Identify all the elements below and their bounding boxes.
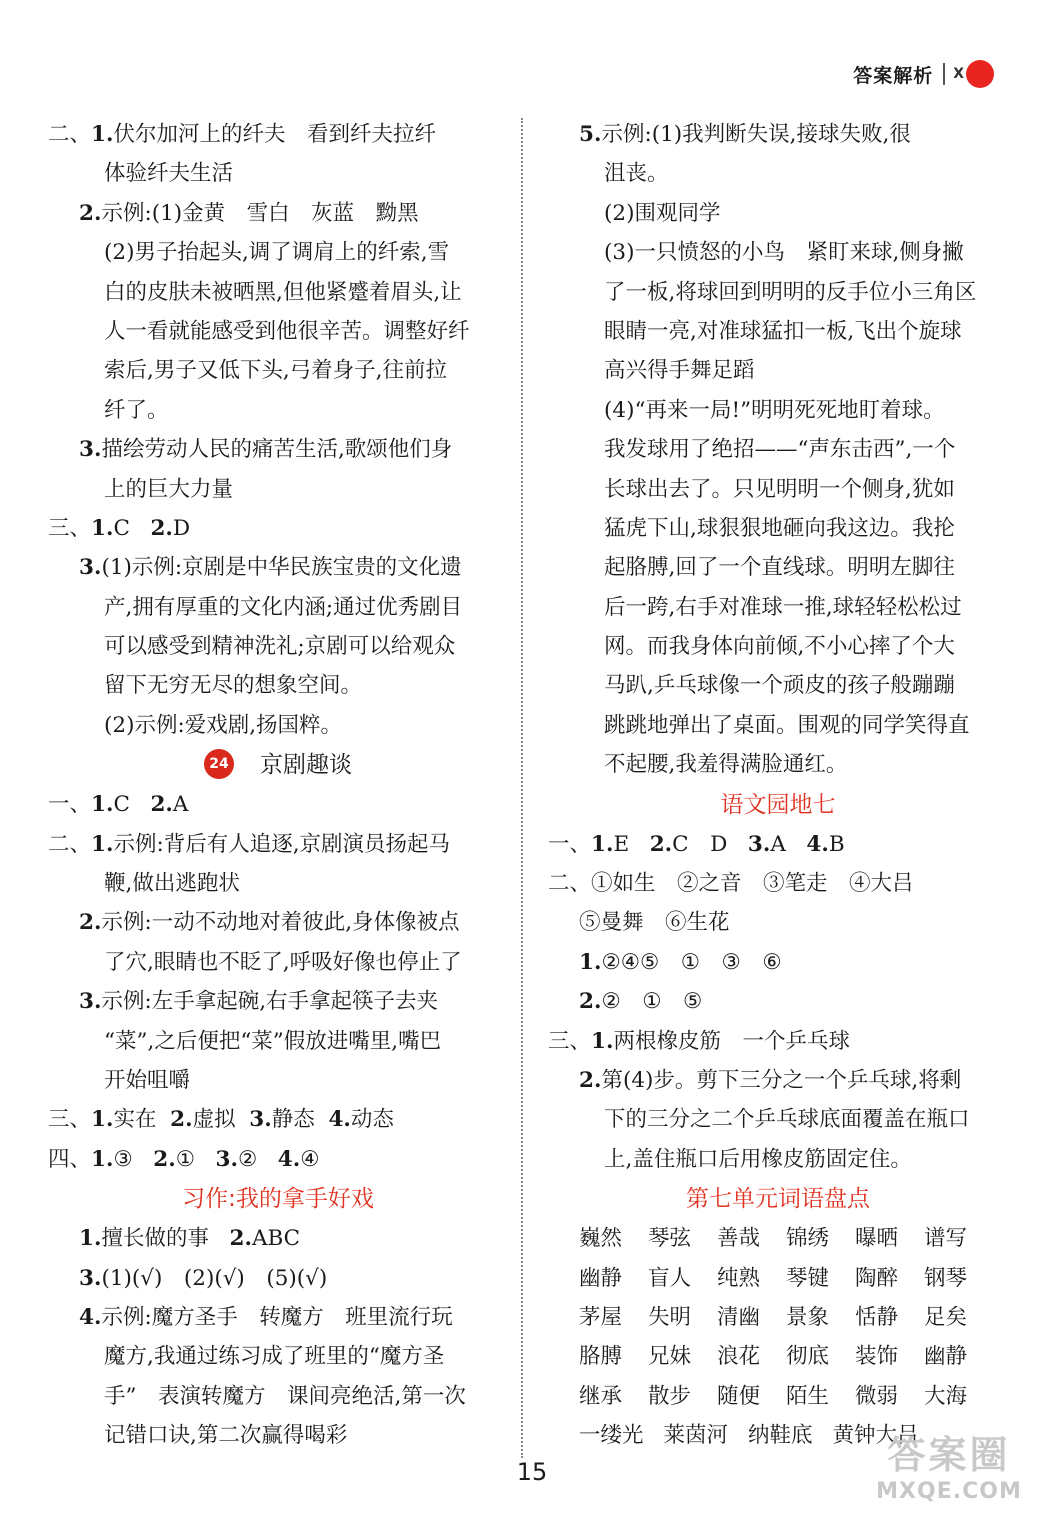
vocab-word: 谱写 xyxy=(924,1226,968,1252)
vocab-word: 随便 xyxy=(717,1383,761,1409)
vocab-word: 散步 xyxy=(648,1383,692,1409)
lesson-title: 24 京剧趣谈 xyxy=(48,745,508,785)
answer-line: 索后,男子又低下头,弓着身子,往前拉 xyxy=(104,358,448,384)
vocab-word: 莱茵河 xyxy=(663,1423,729,1449)
vocab-word: 继承 xyxy=(579,1383,623,1409)
answer-line: 一、1.E 2.C D 3.A 4.B xyxy=(548,831,845,857)
answer-line: 高兴得手舞足蹈 xyxy=(604,358,755,384)
answer-line: 2.② ① ⑤ xyxy=(579,989,703,1015)
answer-line: 了一板,将球回到明明的反手位小三角区 xyxy=(604,279,977,305)
answer-line: 不起腰,我羞得满脸通红。 xyxy=(604,752,848,778)
vocab-word: 巍然 xyxy=(579,1226,623,1252)
vocab-word: 恬静 xyxy=(855,1304,899,1330)
answer-line: 鞭,做出逃跑状 xyxy=(104,871,240,897)
answer-line: 三、1.C 2.D xyxy=(48,515,191,541)
vocab-word: 彻底 xyxy=(786,1344,830,1370)
answer-line: 猛虎下山,球狠狠地砸向我这边。我抡 xyxy=(604,515,955,541)
vocab-word: 纯熟 xyxy=(717,1265,761,1291)
answer-line: (4)“再来一局!”明明死死地盯着球。 xyxy=(604,397,945,423)
page-header xyxy=(853,60,994,88)
vocab-word: 清幽 xyxy=(717,1304,761,1330)
answer-line: 2.第(4)步。剪下三分之一个乒乓球,将剩 xyxy=(579,1067,962,1093)
column-divider xyxy=(521,118,523,1458)
answer-line: 马趴,乒乓球像一个顽皮的孩子般蹦蹦 xyxy=(604,673,955,699)
vocab-word: 陶醉 xyxy=(855,1265,899,1291)
answer-line: 沮丧。 xyxy=(604,161,669,187)
vocab-word: 琴弦 xyxy=(648,1226,692,1252)
vocab-word: 曝晒 xyxy=(855,1226,899,1252)
section-title: 第七单元词语盘点 xyxy=(686,1186,870,1213)
answer-line: 二、1.伏尔加河上的纤夫 看到纤夫拉纤 xyxy=(48,122,436,147)
vocab-word: 陌生 xyxy=(786,1383,830,1409)
vocab-word: 大海 xyxy=(924,1383,968,1409)
answer-line: 我发球用了绝招——“声东击西”,一个 xyxy=(604,437,956,463)
answer-line: 3.示例:左手拿起碗,右手拿起筷子去夹 xyxy=(79,989,439,1015)
lesson-number-badge: 24 xyxy=(204,749,234,779)
answer-line: 5.示例:(1)我判断失误,接球失败,很 xyxy=(579,122,911,147)
vocab-word: 兄妹 xyxy=(648,1344,692,1370)
answer-line: 可以感受到精神洗礼;京剧可以给观众 xyxy=(104,634,456,660)
vocab-word: 纳鞋底 xyxy=(748,1423,813,1449)
vocabulary-grid xyxy=(548,1219,1008,1416)
vocab-word: 失明 xyxy=(648,1304,692,1330)
section-title: 语文园地七 xyxy=(720,791,836,818)
answer-line: 下的三分之二个乒乓球底面覆盖在瓶口 xyxy=(604,1107,970,1133)
answer-line: 跳跳地弹出了桌面。围观的同学笑得直 xyxy=(604,712,970,738)
vocab-word: 浪花 xyxy=(717,1344,761,1370)
answer-line: (3)一只愤怒的小鸟 紧盯来球,侧身撇 xyxy=(604,240,964,266)
answer-line: 记错口诀,第二次赢得喝彩 xyxy=(104,1423,348,1449)
answer-line: 1.擅长做的事 2.ABC xyxy=(79,1226,301,1252)
answer-line: (2)男子抬起头,调了调肩上的纤索,雪 xyxy=(104,240,450,266)
answer-line: 魔方,我通过练习成了班里的“魔方圣 xyxy=(104,1344,445,1370)
left-column xyxy=(48,115,508,1456)
vocab-word: 一缕光 xyxy=(579,1423,644,1449)
answer-line: 开始咀嚼 xyxy=(104,1067,191,1093)
answer-line: 眼睛一亮,对准球猛扣一板,飞出个旋球 xyxy=(604,318,962,344)
vocab-word: 装饰 xyxy=(855,1344,899,1370)
answer-line: 3.(1)(√) (2)(√) (5)(√) xyxy=(79,1265,328,1291)
vocab-word: 景象 xyxy=(786,1304,830,1330)
answer-line: 长球出去了。只见明明一个侧身,犹如 xyxy=(604,476,955,502)
header-title: 答案解析 xyxy=(853,64,934,87)
vocab-word: 善哉 xyxy=(717,1226,761,1252)
answer-line: (2)示例:爱戏剧,扬国粹。 xyxy=(104,712,343,738)
answer-line: 上的巨大力量 xyxy=(104,476,234,502)
watermark-line1: 答案圈 xyxy=(887,1433,1011,1477)
vocab-word: 胳膊 xyxy=(579,1344,623,1370)
answer-line: 2.示例:(1)金黄 雪白 灰蓝 黝黑 xyxy=(79,200,419,226)
answer-line: 四、1.③ 2.① 3.② 4.④ xyxy=(48,1146,320,1172)
answer-line: 一、1.C 2.A xyxy=(48,792,189,818)
answer-line: 三、1.两根橡皮筋 一个乒乓球 xyxy=(548,1028,850,1054)
answer-line: (2)围观同学 xyxy=(604,200,721,226)
header-mark: X xyxy=(953,66,964,82)
red-dot-icon xyxy=(966,60,994,88)
answer-line: 留下无穷无尽的想象空间。 xyxy=(104,673,363,699)
answer-line: 4.示例:魔方圣手 转魔方 班里流行玩 xyxy=(79,1304,453,1330)
vocab-word: 幽静 xyxy=(579,1265,623,1291)
vocab-word: 锦绣 xyxy=(786,1226,830,1252)
answer-line: 网。而我身体向前倾,不小心摔了个大 xyxy=(604,634,955,660)
header-divider xyxy=(943,63,945,85)
vocab-word: 微弱 xyxy=(855,1383,899,1409)
answer-line: 1.②④⑤ ① ③ ⑥ xyxy=(579,949,782,975)
vocab-word: 幽静 xyxy=(924,1344,968,1370)
answer-line: 后一跨,右手对准球一推,球轻轻松松过 xyxy=(604,594,962,620)
answer-line: 手” 表演转魔方 课间亮绝活,第一次 xyxy=(104,1383,466,1409)
page-number: 15 xyxy=(516,1458,548,1486)
watermark-line2: MXQE.COM xyxy=(876,1479,1022,1504)
vocab-word: 钢琴 xyxy=(924,1265,968,1291)
answer-line: 纤了。 xyxy=(104,397,169,423)
answer-line: ⑤曼舞 ⑥生花 xyxy=(579,910,730,936)
answer-line: 三、1.实在 2.虚拟 3.静态 4.动态 xyxy=(48,1107,394,1133)
answer-line: 2.示例:一动不动地对着彼此,身体像被点 xyxy=(79,910,460,936)
answer-line: 3.描绘劳动人民的痛苦生活,歌颂他们身 xyxy=(79,437,453,463)
vocab-word: 足矣 xyxy=(924,1304,968,1330)
answer-line: 上,盖住瓶口后用橡皮筋固定住。 xyxy=(604,1146,912,1172)
vocab-word: 黄钟大吕 xyxy=(832,1423,919,1449)
vocab-word: 盲人 xyxy=(648,1265,692,1291)
vocab-word: 茅屋 xyxy=(579,1304,623,1330)
answer-line: 白的皮肤未被晒黑,但他紧蹙着眉头,让 xyxy=(104,279,462,305)
answer-line: 二、①如生 ②之音 ③笔走 ④大吕 xyxy=(548,871,914,897)
watermark xyxy=(864,1433,1034,1518)
answer-line: 起胳膊,回了一个直线球。明明左脚往 xyxy=(604,555,955,581)
answer-line: “菜”,之后便把“菜”假放进嘴里,嘴巴 xyxy=(104,1028,442,1054)
right-column xyxy=(548,115,1008,1456)
answer-line: 二、1.示例:背后有人追逐,京剧演员扬起马 xyxy=(48,831,451,857)
vocab-word: 琴键 xyxy=(786,1265,830,1291)
answer-line: 3.(1)示例:京剧是中华民族宝贵的文化遗 xyxy=(79,555,462,581)
answer-line: 产,拥有厚重的文化内涵;通过优秀剧目 xyxy=(104,594,463,620)
section-title: 习作:我的拿手好戏 xyxy=(182,1186,374,1213)
answer-line: 了穴,眼睛也不眨了,呼吸好像也停止了 xyxy=(104,949,462,975)
answer-line: 体验纤夫生活 xyxy=(104,161,234,187)
answer-line: 人一看就能感受到他很辛苦。调整好纤 xyxy=(104,318,470,344)
